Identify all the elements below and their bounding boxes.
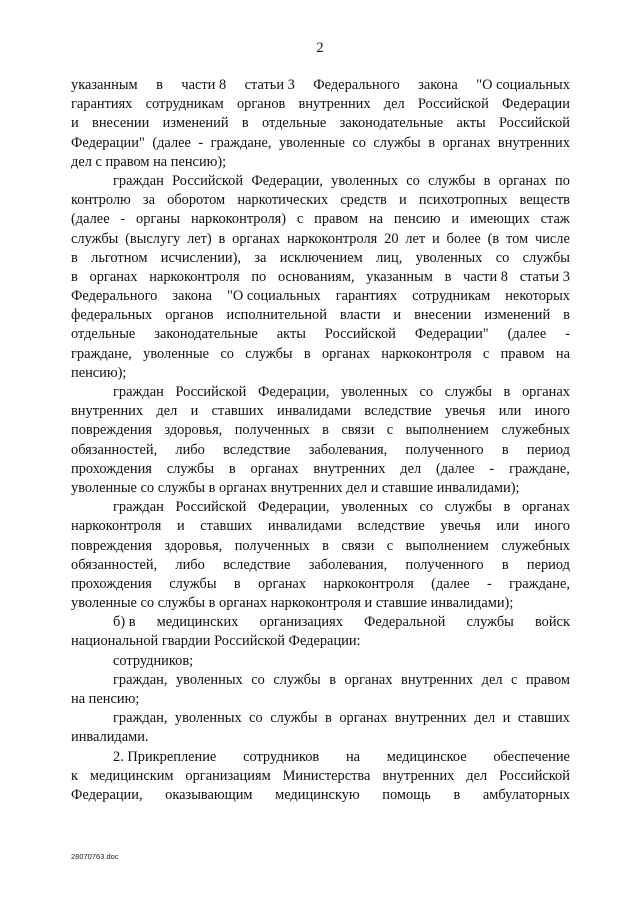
text-line — [71, 210, 570, 229]
text-word: службы — [166, 460, 215, 477]
text-word: и — [398, 192, 407, 209]
text-word: службы — [428, 172, 476, 189]
text-word: сотрудникам — [145, 96, 224, 113]
text-word: уволенных — [175, 671, 243, 688]
text-word: к — [71, 767, 78, 784]
text-word: внутренних — [401, 671, 474, 688]
text-word: и — [176, 518, 185, 535]
text-word: граждане, — [71, 345, 132, 362]
text-word: в — [218, 230, 226, 247]
text-word: службы — [444, 499, 492, 516]
text-line — [71, 594, 570, 613]
text-word: службы — [245, 345, 293, 362]
text-word: внутренних — [497, 134, 570, 151]
text-line — [71, 268, 570, 287]
text-word: дел с правом на пенсию); — [71, 153, 227, 170]
text-word: лет — [405, 230, 426, 247]
text-word: уволенных — [415, 249, 483, 266]
text-word: с — [511, 671, 518, 688]
text-word: дел — [466, 767, 488, 784]
text-word: иного — [534, 403, 570, 420]
text-word: дел — [156, 403, 178, 420]
text-word: органах — [232, 230, 281, 247]
text-word: "О социальных — [227, 288, 321, 305]
text-word: оборотом — [167, 192, 226, 209]
text-line — [71, 479, 570, 498]
text-word: числе — [534, 230, 570, 247]
text-line — [71, 709, 570, 728]
text-word: в — [503, 384, 511, 400]
text-word: в — [303, 345, 311, 362]
text-word: в — [329, 671, 337, 688]
text-line — [71, 671, 570, 690]
text-word: Федеральной — [364, 614, 446, 631]
text-word: в — [322, 422, 329, 439]
text-word: исчислении), — [160, 249, 241, 266]
text-word: Федерации, — [251, 172, 323, 189]
text-word: со — [406, 172, 420, 189]
text-word: граждан — [113, 172, 164, 189]
text-word: акты — [456, 115, 486, 132]
text-word: наркоконтроля) — [190, 211, 287, 228]
text-line — [71, 575, 570, 594]
text-word: психотропных — [418, 192, 508, 209]
text-word: за — [142, 192, 155, 209]
text-line — [71, 153, 570, 172]
text-word: с — [296, 211, 304, 228]
text-line — [71, 767, 570, 786]
text-word: заболевания, — [308, 556, 388, 573]
text-word: наркоконтроля — [323, 575, 414, 592]
text-word: службы — [71, 230, 119, 247]
text-word: органах — [258, 575, 307, 592]
text-word: средств — [340, 192, 387, 209]
text-word: службы — [444, 384, 492, 400]
text-word: Российской — [175, 499, 247, 516]
text-word: имеющих — [469, 211, 530, 228]
text-word: вследствие — [357, 518, 425, 535]
text-word: граждан — [113, 384, 164, 400]
page-number: 2 — [316, 40, 324, 56]
text-word: Министерства — [282, 767, 371, 784]
text-line — [71, 325, 570, 344]
text-word: со — [249, 710, 263, 727]
text-word: части 8 — [181, 77, 227, 93]
text-word: на — [345, 748, 361, 765]
text-word: органов — [236, 96, 286, 113]
text-word: ставших — [211, 403, 264, 420]
text-word: наркотических — [237, 192, 329, 209]
text-line — [71, 613, 570, 632]
text-word: органах — [442, 134, 491, 151]
text-word: изменений — [484, 307, 551, 324]
text-word: и — [451, 211, 460, 228]
text-word: внесении — [414, 307, 472, 324]
text-word: Российской — [498, 115, 570, 132]
text-word: внесении — [92, 115, 150, 132]
text-word: полученного — [405, 441, 484, 458]
text-word: наркоконтроля — [149, 268, 240, 285]
text-word: в — [241, 115, 249, 132]
text-word: Федерального — [313, 77, 400, 93]
text-word: по — [555, 172, 570, 189]
text-word: указанным — [366, 268, 433, 285]
text-word: - — [120, 211, 126, 228]
text-word: граждан, — [113, 710, 168, 727]
text-word: с — [482, 345, 490, 362]
text-word: в — [325, 710, 332, 727]
text-line — [71, 383, 570, 402]
text-word: вследствие — [223, 556, 291, 573]
text-word: амбулаторных — [482, 786, 570, 803]
text-word: внутренних — [298, 96, 371, 113]
text-word: инвалидами — [267, 518, 342, 535]
text-word: медицинское — [386, 748, 467, 765]
text-word: граждан — [113, 499, 164, 516]
text-word: за — [254, 249, 267, 266]
text-word: стаж — [540, 211, 570, 228]
text-word: органах — [498, 172, 547, 189]
text-word: медицинскую — [275, 786, 360, 803]
text-line — [71, 460, 570, 479]
text-word: внутренних — [394, 710, 467, 727]
text-word: в — [322, 537, 329, 554]
text-word: внутренних — [313, 460, 386, 477]
text-word: дел — [400, 460, 422, 477]
text-word: в — [71, 249, 78, 266]
text-word: в — [156, 77, 163, 93]
text-word: 20 — [384, 230, 399, 247]
text-word: (в — [487, 230, 500, 247]
text-word: полученных — [234, 537, 310, 554]
text-word: сотрудникам — [412, 288, 491, 305]
text-word: полученного — [405, 556, 484, 573]
text-line — [71, 364, 570, 383]
text-word: и — [190, 403, 199, 420]
text-word: Российской — [172, 172, 244, 189]
text-word: на — [555, 345, 570, 362]
text-word: ставших — [200, 518, 253, 535]
text-word: Федерального — [71, 288, 158, 305]
text-word: службы — [522, 249, 570, 266]
text-word: оказывающим — [165, 786, 253, 803]
text-word: внутренних — [71, 403, 144, 420]
text-word: в — [483, 172, 491, 189]
text-word: органах — [521, 384, 570, 400]
text-word: и — [502, 710, 511, 727]
text-word: национальной гвардии Российской Федерации: — [71, 633, 361, 650]
text-word: гарантиях — [335, 288, 398, 305]
text-word: службы — [273, 671, 321, 688]
text-word: пенсию — [393, 211, 441, 228]
text-word: здоровья, — [164, 537, 223, 554]
text-word: в — [428, 134, 435, 151]
text-word: период — [526, 556, 570, 573]
text-word: гарантиях — [71, 96, 133, 113]
text-word: обязанностей, — [71, 441, 158, 458]
text-word: статьи 3 — [244, 77, 295, 93]
text-word: лиц, — [376, 249, 403, 266]
text-word: изменений — [162, 115, 229, 132]
text-word: (далее — [152, 134, 191, 151]
text-word: прохождения — [71, 575, 152, 592]
text-word: внутренних — [382, 767, 455, 784]
text-word: и — [71, 115, 79, 132]
text-word: ставших — [517, 710, 570, 727]
text-word: - — [565, 326, 570, 343]
text-word: в — [501, 556, 509, 573]
text-word: увечья — [445, 403, 486, 420]
text-word: Федерации, — [71, 786, 143, 803]
text-word: - — [487, 575, 492, 592]
text-word: инвалидами — [277, 403, 351, 420]
text-line — [71, 786, 570, 805]
text-word: части 8 — [463, 268, 508, 285]
text-line — [71, 632, 570, 651]
text-word: повреждения — [71, 422, 152, 439]
text-word: и — [393, 307, 402, 324]
text-word: здоровья, — [164, 422, 223, 439]
text-word: со — [419, 499, 434, 516]
text-word: более — [446, 230, 481, 247]
text-word: наркоконтроля — [71, 518, 162, 535]
text-word: Федерации" — [71, 134, 145, 151]
text-word: Федерации" — [414, 326, 489, 343]
text-line — [71, 191, 570, 210]
text-line — [71, 134, 570, 153]
text-word: медицинских — [156, 614, 239, 631]
text-line — [71, 345, 570, 364]
text-word: обязанностей, — [71, 556, 158, 573]
text-word: на пенсию; — [71, 691, 140, 707]
text-word: инвалидами. — [71, 729, 149, 746]
text-word: со — [220, 345, 234, 362]
text-word: со — [419, 384, 434, 400]
text-word: лет) — [187, 230, 212, 247]
text-word: Российской — [499, 767, 570, 784]
text-word: повреждения — [71, 537, 152, 554]
text-word: граждан, — [113, 671, 168, 688]
text-word: наркоконтроля — [286, 230, 378, 247]
text-word: исключением — [279, 249, 363, 266]
text-line — [71, 421, 570, 440]
text-line — [71, 95, 570, 114]
text-word: уволенных — [341, 384, 408, 400]
text-word: - — [489, 460, 495, 477]
text-word: в — [563, 307, 570, 324]
text-word: медицинским — [89, 767, 174, 784]
text-word: или — [496, 518, 519, 535]
text-word: помощь — [382, 786, 431, 803]
text-word: на — [368, 211, 384, 228]
text-word: в — [503, 499, 511, 516]
text-word: дел — [474, 710, 496, 727]
text-word: обеспечение — [493, 748, 570, 765]
text-line — [71, 306, 570, 325]
text-word: (выслугу — [125, 230, 181, 247]
text-line — [71, 172, 570, 191]
text-word: полученных — [234, 422, 310, 439]
text-word: органах — [321, 345, 370, 362]
text-word: акты — [276, 326, 306, 343]
text-word: службы — [466, 614, 514, 631]
text-line — [71, 652, 570, 671]
text-word: "О социальных — [476, 77, 570, 93]
text-word: федеральных — [71, 307, 153, 324]
text-word: правом — [525, 671, 570, 688]
text-word: граждане, — [509, 575, 570, 592]
text-word: (далее — [507, 326, 547, 343]
text-word: в — [71, 268, 78, 285]
text-word: льготном — [91, 249, 148, 266]
text-word: граждане, — [509, 460, 570, 477]
text-word: вследствие — [364, 403, 432, 420]
text-word: сотрудников; — [113, 652, 194, 669]
text-word: сотрудников — [243, 748, 320, 765]
text-word: основаниям, — [277, 268, 355, 285]
text-word: отдельные — [261, 115, 327, 132]
text-word: закона — [418, 77, 458, 93]
text-word: вследствие — [223, 441, 291, 458]
text-word: органах — [344, 671, 393, 688]
text-word: выполнением — [405, 537, 489, 554]
text-line — [71, 402, 570, 421]
text-word: пенсию); — [71, 364, 127, 381]
text-word: со — [352, 134, 366, 151]
text-word: законодательные — [339, 115, 444, 132]
text-word: Федерации — [502, 96, 570, 113]
text-word: уволенных — [341, 499, 408, 516]
text-word: прохождения — [71, 460, 152, 477]
text-word: служебных — [501, 422, 570, 439]
text-word: увечья — [440, 518, 481, 535]
text-word: организациям — [185, 767, 271, 784]
text-line — [71, 690, 570, 709]
text-word: в — [444, 268, 452, 285]
text-word: - — [198, 134, 204, 151]
text-word: контролю — [71, 192, 131, 209]
text-word: органы — [136, 211, 181, 228]
text-word: некоторых — [505, 288, 570, 305]
text-word: органах — [250, 460, 299, 477]
text-word: законодательные — [154, 326, 258, 343]
text-word: правом — [500, 345, 545, 362]
text-word: власти — [339, 307, 381, 324]
text-word: связи — [341, 537, 375, 554]
text-word: связи — [341, 422, 375, 439]
text-word: в — [228, 460, 236, 477]
text-word: службы — [373, 134, 421, 151]
text-word: дел — [383, 96, 405, 113]
text-word: Российской — [175, 384, 247, 400]
text-line — [71, 287, 570, 306]
text-word: уволенных — [174, 710, 242, 727]
text-line — [71, 748, 570, 767]
text-line — [71, 556, 570, 575]
text-word: органов — [165, 307, 214, 324]
text-line — [71, 249, 570, 268]
text-word: отдельные — [71, 326, 136, 343]
text-word: уволенные — [143, 345, 210, 362]
text-word: период — [526, 441, 570, 458]
text-word: со — [251, 671, 265, 688]
document-body — [71, 76, 570, 805]
text-word: органах — [339, 710, 388, 727]
text-word: службы — [270, 710, 318, 727]
text-word: статьи 3 — [519, 268, 570, 285]
text-word: или — [498, 403, 522, 420]
text-line — [71, 498, 570, 517]
text-word: выполнением — [405, 422, 489, 439]
text-word: (далее — [431, 575, 470, 592]
text-word: и — [432, 230, 440, 247]
text-line — [71, 441, 570, 460]
text-word: по — [251, 268, 267, 285]
text-word: граждане, — [210, 134, 272, 151]
text-word: б) в — [113, 614, 136, 631]
text-line — [71, 76, 570, 95]
text-word: с — [386, 422, 394, 439]
text-word: дел — [481, 671, 503, 688]
text-word: уволенные со службы в органах наркоконтроля и ставшие инвалидами); — [71, 595, 514, 612]
text-word: уволенные — [278, 134, 345, 151]
text-word: (далее — [435, 460, 475, 477]
text-word: веществ — [519, 192, 570, 209]
text-word: указанным — [71, 77, 138, 93]
text-word: (далее — [71, 211, 110, 228]
text-word: служебных — [501, 537, 570, 554]
text-word: Федерации, — [257, 499, 330, 516]
text-word: Российской — [417, 96, 489, 113]
text-word: со — [495, 249, 510, 266]
text-word: 2. Прикрепление — [113, 748, 217, 765]
text-line — [71, 114, 570, 133]
text-word: закона — [172, 288, 212, 305]
text-word: в — [501, 441, 509, 458]
text-word: исполнительной — [226, 307, 327, 324]
text-word: либо — [175, 441, 205, 458]
text-line — [71, 230, 570, 249]
text-word: в — [453, 786, 461, 803]
text-line — [71, 517, 570, 536]
text-word: с — [386, 537, 394, 554]
text-word: Федерации, — [257, 384, 330, 400]
text-word: правом — [314, 211, 359, 228]
text-word: организациях — [259, 614, 343, 631]
text-word: органах — [89, 268, 138, 285]
text-line — [71, 728, 570, 747]
text-word: либо — [175, 556, 205, 573]
text-word: в — [233, 575, 241, 592]
text-word: Российской — [324, 326, 396, 343]
text-line — [71, 537, 570, 556]
footer-filename: 28070763.doc — [71, 852, 119, 861]
text-word: уволенных — [331, 172, 398, 189]
text-word: службы — [169, 575, 217, 592]
text-word: заболевания, — [308, 441, 388, 458]
text-word: том — [506, 230, 529, 247]
text-word: войск — [534, 614, 570, 631]
text-word: иного — [534, 518, 570, 535]
text-word: органах — [521, 499, 570, 516]
text-word: наркоконтроля — [381, 345, 472, 362]
text-word: уволенные со службы в органах внутренних дел и ставшие инвалидами); — [71, 479, 520, 496]
